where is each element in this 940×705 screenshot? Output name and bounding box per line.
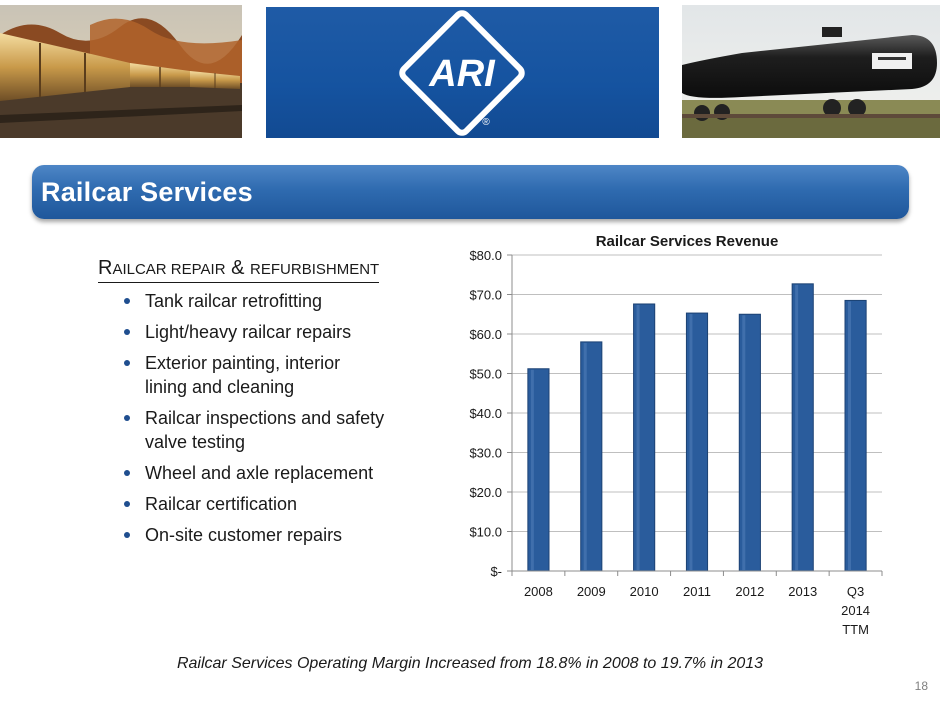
bar-highlight (637, 305, 640, 570)
bullet-icon (124, 360, 130, 366)
x-tick-label: Q3 (846, 584, 865, 599)
y-tick-label: $80.0 (469, 248, 502, 263)
bar-highlight (689, 314, 692, 570)
services-list (124, 289, 414, 554)
x-tick-label: TTM (842, 622, 869, 637)
service-item (124, 492, 414, 516)
section-header-bar (32, 165, 909, 219)
y-tick-label: $20.0 (469, 485, 502, 500)
heading-rest: AILCAR REPAIR (112, 261, 226, 278)
revenue-bar-chart (430, 225, 900, 645)
x-tick-label: 2009 (576, 584, 606, 599)
service-item-text: Light/heavy railcar repairs (145, 322, 352, 342)
chart-bars (528, 284, 866, 571)
chart-title: Railcar Services Revenue (595, 233, 779, 250)
service-item-text: Railcar inspections and safety (145, 408, 385, 428)
bar-highlight (531, 370, 534, 570)
bullet-icon (124, 501, 130, 507)
service-item (124, 351, 414, 399)
hopper-railcars-photo (0, 5, 242, 138)
service-item-text: Exterior painting, interior (145, 353, 341, 373)
tank-railcar-photo (682, 5, 940, 138)
page-number: 18 (914, 679, 928, 693)
bullet-icon (124, 470, 130, 476)
heading-initial: R (98, 257, 113, 279)
y-tick-label: $- (490, 564, 502, 579)
x-tick-label: 2011 (683, 584, 711, 599)
bullet-icon (124, 415, 130, 421)
footnote: Railcar Services Operating Margin Increased from 18.8% in 2008 to 19.7% in 2013 (176, 655, 764, 672)
x-tick-label: 2014 (841, 603, 871, 618)
ari-logo-banner (266, 7, 659, 138)
service-item-text: Tank railcar retrofitting (145, 291, 323, 311)
y-tick-label: $30.0 (469, 445, 502, 461)
x-tick-label: 2013 (788, 584, 818, 599)
y-tick-label: $10.0 (469, 524, 502, 540)
service-item (124, 406, 414, 454)
bar-highlight (742, 315, 745, 570)
x-tick-label: 2008 (523, 584, 553, 599)
service-item (124, 320, 414, 344)
service-item-text: Wheel and axle replacement (145, 463, 374, 483)
service-item (124, 289, 414, 313)
service-item-text: valve testing (145, 432, 246, 452)
registered-mark: ® (482, 117, 490, 128)
services-heading (98, 257, 379, 283)
bullet-icon (124, 329, 130, 335)
service-item (124, 523, 414, 547)
x-tick-label: 2012 (735, 584, 765, 599)
y-tick-label: $50.0 (469, 366, 502, 382)
bar-highlight (848, 301, 851, 570)
y-tick-label: $70.0 (469, 287, 502, 303)
heading-rest-2: EFURBISHMENT (260, 261, 380, 278)
heading-initial-2: R (250, 261, 261, 278)
bar-highlight (584, 343, 587, 570)
service-item-text: lining and cleaning (145, 377, 295, 397)
x-tick-label: 2010 (629, 584, 659, 599)
service-item (124, 461, 414, 485)
heading-ampersand: & (231, 257, 245, 279)
y-tick-label: $40.0 (469, 406, 502, 421)
section-title: Railcar Services (41, 177, 253, 207)
bar-highlight (795, 285, 798, 570)
y-tick-label: $60.0 (469, 327, 502, 342)
service-item-text: Railcar certification (145, 494, 298, 514)
service-item-text: On-site customer repairs (145, 525, 343, 545)
logo-text: ARI (429, 53, 495, 95)
bullet-icon (124, 298, 130, 304)
bullet-icon (124, 532, 130, 538)
